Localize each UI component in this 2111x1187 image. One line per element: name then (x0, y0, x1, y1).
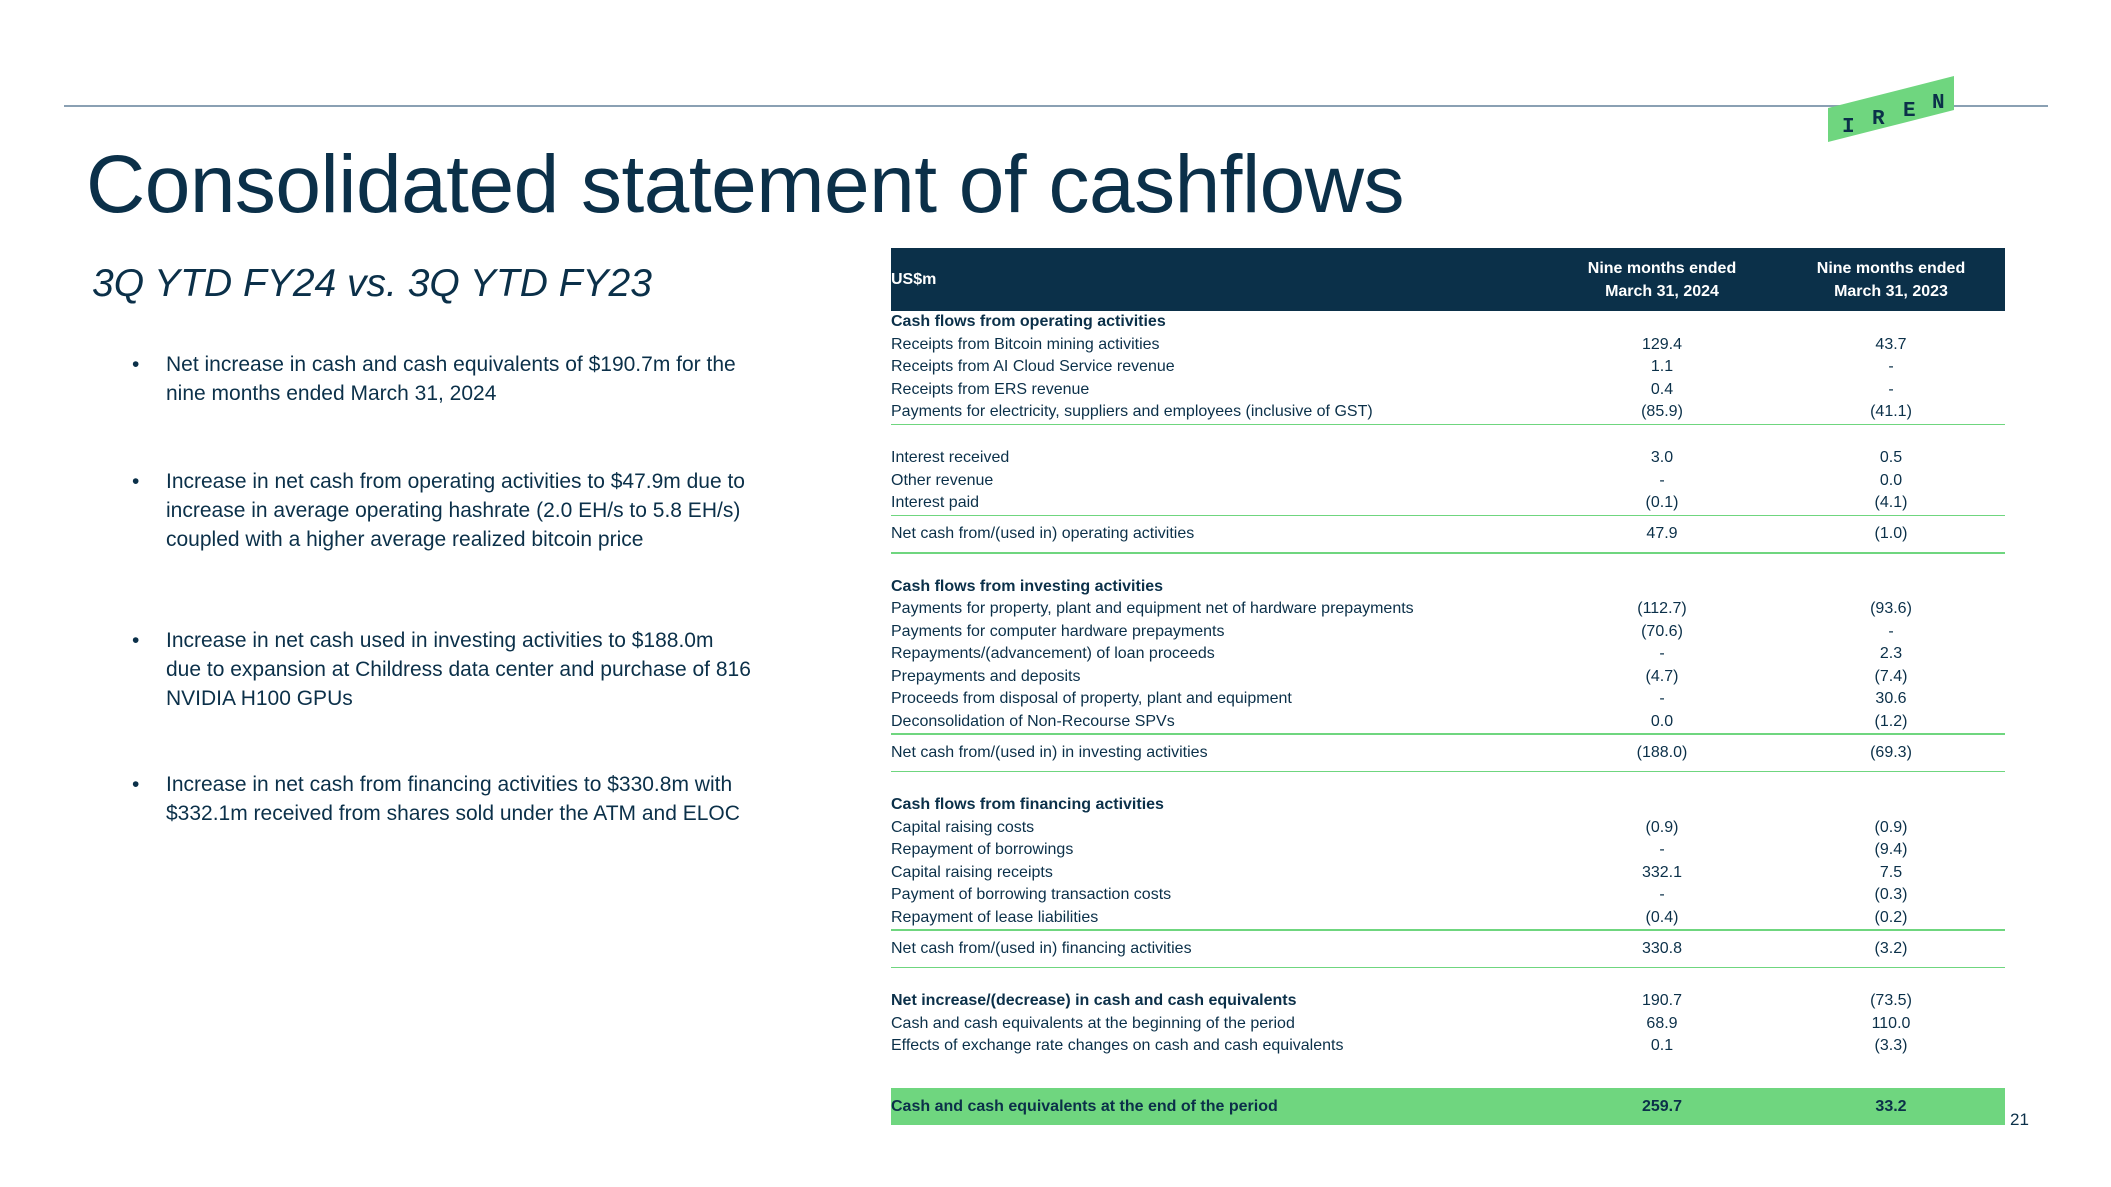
bullet-icon: • (132, 773, 140, 796)
header-col-fy23-line2: March 31, 2023 (1834, 283, 1948, 300)
table-row: Payments for property, plant and equipment net of hardware prepayments (112.7) (93.6) (891, 600, 1912, 617)
table-row: Other revenue - 0.0 (891, 471, 1903, 489)
bullet-icon: • (132, 629, 140, 652)
page-subtitle: 3Q YTD FY24 vs. 3Q YTD FY23 (92, 262, 652, 305)
table-row: Payments for computer hardware prepayments (70.6) - (891, 622, 1894, 640)
bullet-text: Increase in net cash used in investing activities to $188.0m due to expansion at Childress data center and purchase of 816 NVIDIA H100 GPUs (166, 629, 751, 710)
header-col-fy24-line1: Nine months ended (1587, 260, 1737, 277)
bullet-text: Net increase in cash and cash equivalents of $190.7m for the nine months ended March 31, 2024 (166, 353, 736, 405)
logo-letter-4: N (1932, 92, 1945, 115)
bullet-item (132, 626, 752, 713)
iren-logo (1826, 74, 1956, 144)
section-heading-financing: Cash flows from financing activities (891, 796, 1164, 813)
section-heading-investing: Cash flows from investing activities (891, 577, 1164, 595)
table-row: Deconsolidation of Non-Recourse SPVs 0.0 (1.2) (891, 712, 1908, 730)
bullet-item (132, 770, 752, 828)
table-row: Repayment of borrowings - (9.4) (891, 841, 1908, 858)
bullet-text: Increase in net cash from operating activities to $47.9m due to increase in average operating hashrate (2.0 EH/s to 5.8 EH/s) coupled with a higher average realized bitcoin price (166, 470, 745, 551)
table-row: Repayment of lease liabilities (0.4) (0.2) (891, 908, 1908, 926)
total-row-financing: Net cash from/(used in) financing activities 330.8 (3.2) (891, 939, 1908, 957)
section-heading-operating: Cash flows from operating activities (891, 313, 1166, 330)
total-row-investing: Net cash from/(used in) in investing activities (188.0) (69.3) (891, 743, 1912, 761)
bullet-icon: • (132, 353, 140, 376)
header-col-fy24-line2: March 31, 2024 (1605, 283, 1719, 300)
table-row: Receipts from AI Cloud Service revenue 1.1 - (891, 358, 1894, 375)
table-row: Effects of exchange rate changes on cash and cash equivalents 0.1 (3.3) (891, 1037, 1908, 1054)
table-row: Interest received 3.0 0.5 (891, 449, 1903, 466)
table-row: Receipts from ERS revenue 0.4 - (891, 380, 1894, 398)
header-col-fy23 (1776, 257, 2006, 303)
bullet-item (132, 350, 752, 408)
table-row: Interest paid (0.1) (4.1) (891, 494, 1908, 511)
table-row: Payment of borrowing transaction costs - (0.3) (891, 886, 1908, 903)
final-total-row: Cash and cash equivalents at the end of the period 259.7 33.2 (891, 1088, 2005, 1125)
total-row-operating: Net cash from/(used in) operating activities 47.9 (1.0) (891, 525, 1908, 542)
page-number: 21 (2010, 1110, 2029, 1129)
page-title: Consolidated statement of cashflows (86, 139, 1405, 230)
table-row: Capital raising costs (0.9) (0.9) (891, 818, 1908, 836)
header-col-fy24 (1547, 257, 1777, 303)
header-currency-label: US$m (891, 271, 937, 288)
table-header (891, 248, 2005, 311)
table-row: Payments for electricity, suppliers and employees (inclusive of GST) (85.9) (41.1) (891, 403, 1912, 420)
bullet-text: Increase in net cash from financing activities to $330.8m with $332.1m received from shares sold under the ATM and ELOC (166, 773, 740, 825)
logo-letter-2: R (1872, 108, 1885, 131)
cashflow-table (891, 248, 2005, 1125)
header-col-fy23-line1: Nine months ended (1816, 260, 1966, 277)
table-row: Prepayments and deposits (4.7) (7.4) (891, 667, 1908, 685)
table-row: Proceeds from disposal of property, plant and equipment - 30.6 (891, 690, 1907, 707)
top-rule (64, 105, 2048, 107)
bullet-item (132, 467, 752, 554)
table-row-net-increase: Net increase/(decrease) in cash and cash equivalents 190.7 (73.5) (891, 992, 1912, 1009)
logo-letter-1: I (1842, 116, 1855, 139)
table-row: Receipts from Bitcoin mining activities 129.4 43.7 (891, 335, 1907, 353)
table-row: Cash and cash equivalents at the beginning of the period 68.9 110.0 (891, 1014, 1911, 1032)
bullet-icon: • (132, 470, 140, 493)
table-row: Repayments/(advancement) of loan proceeds - 2.3 (891, 645, 1903, 662)
logo-letter-3: E (1903, 100, 1916, 123)
table-row: Capital raising receipts 332.1 7.5 (891, 863, 1903, 881)
